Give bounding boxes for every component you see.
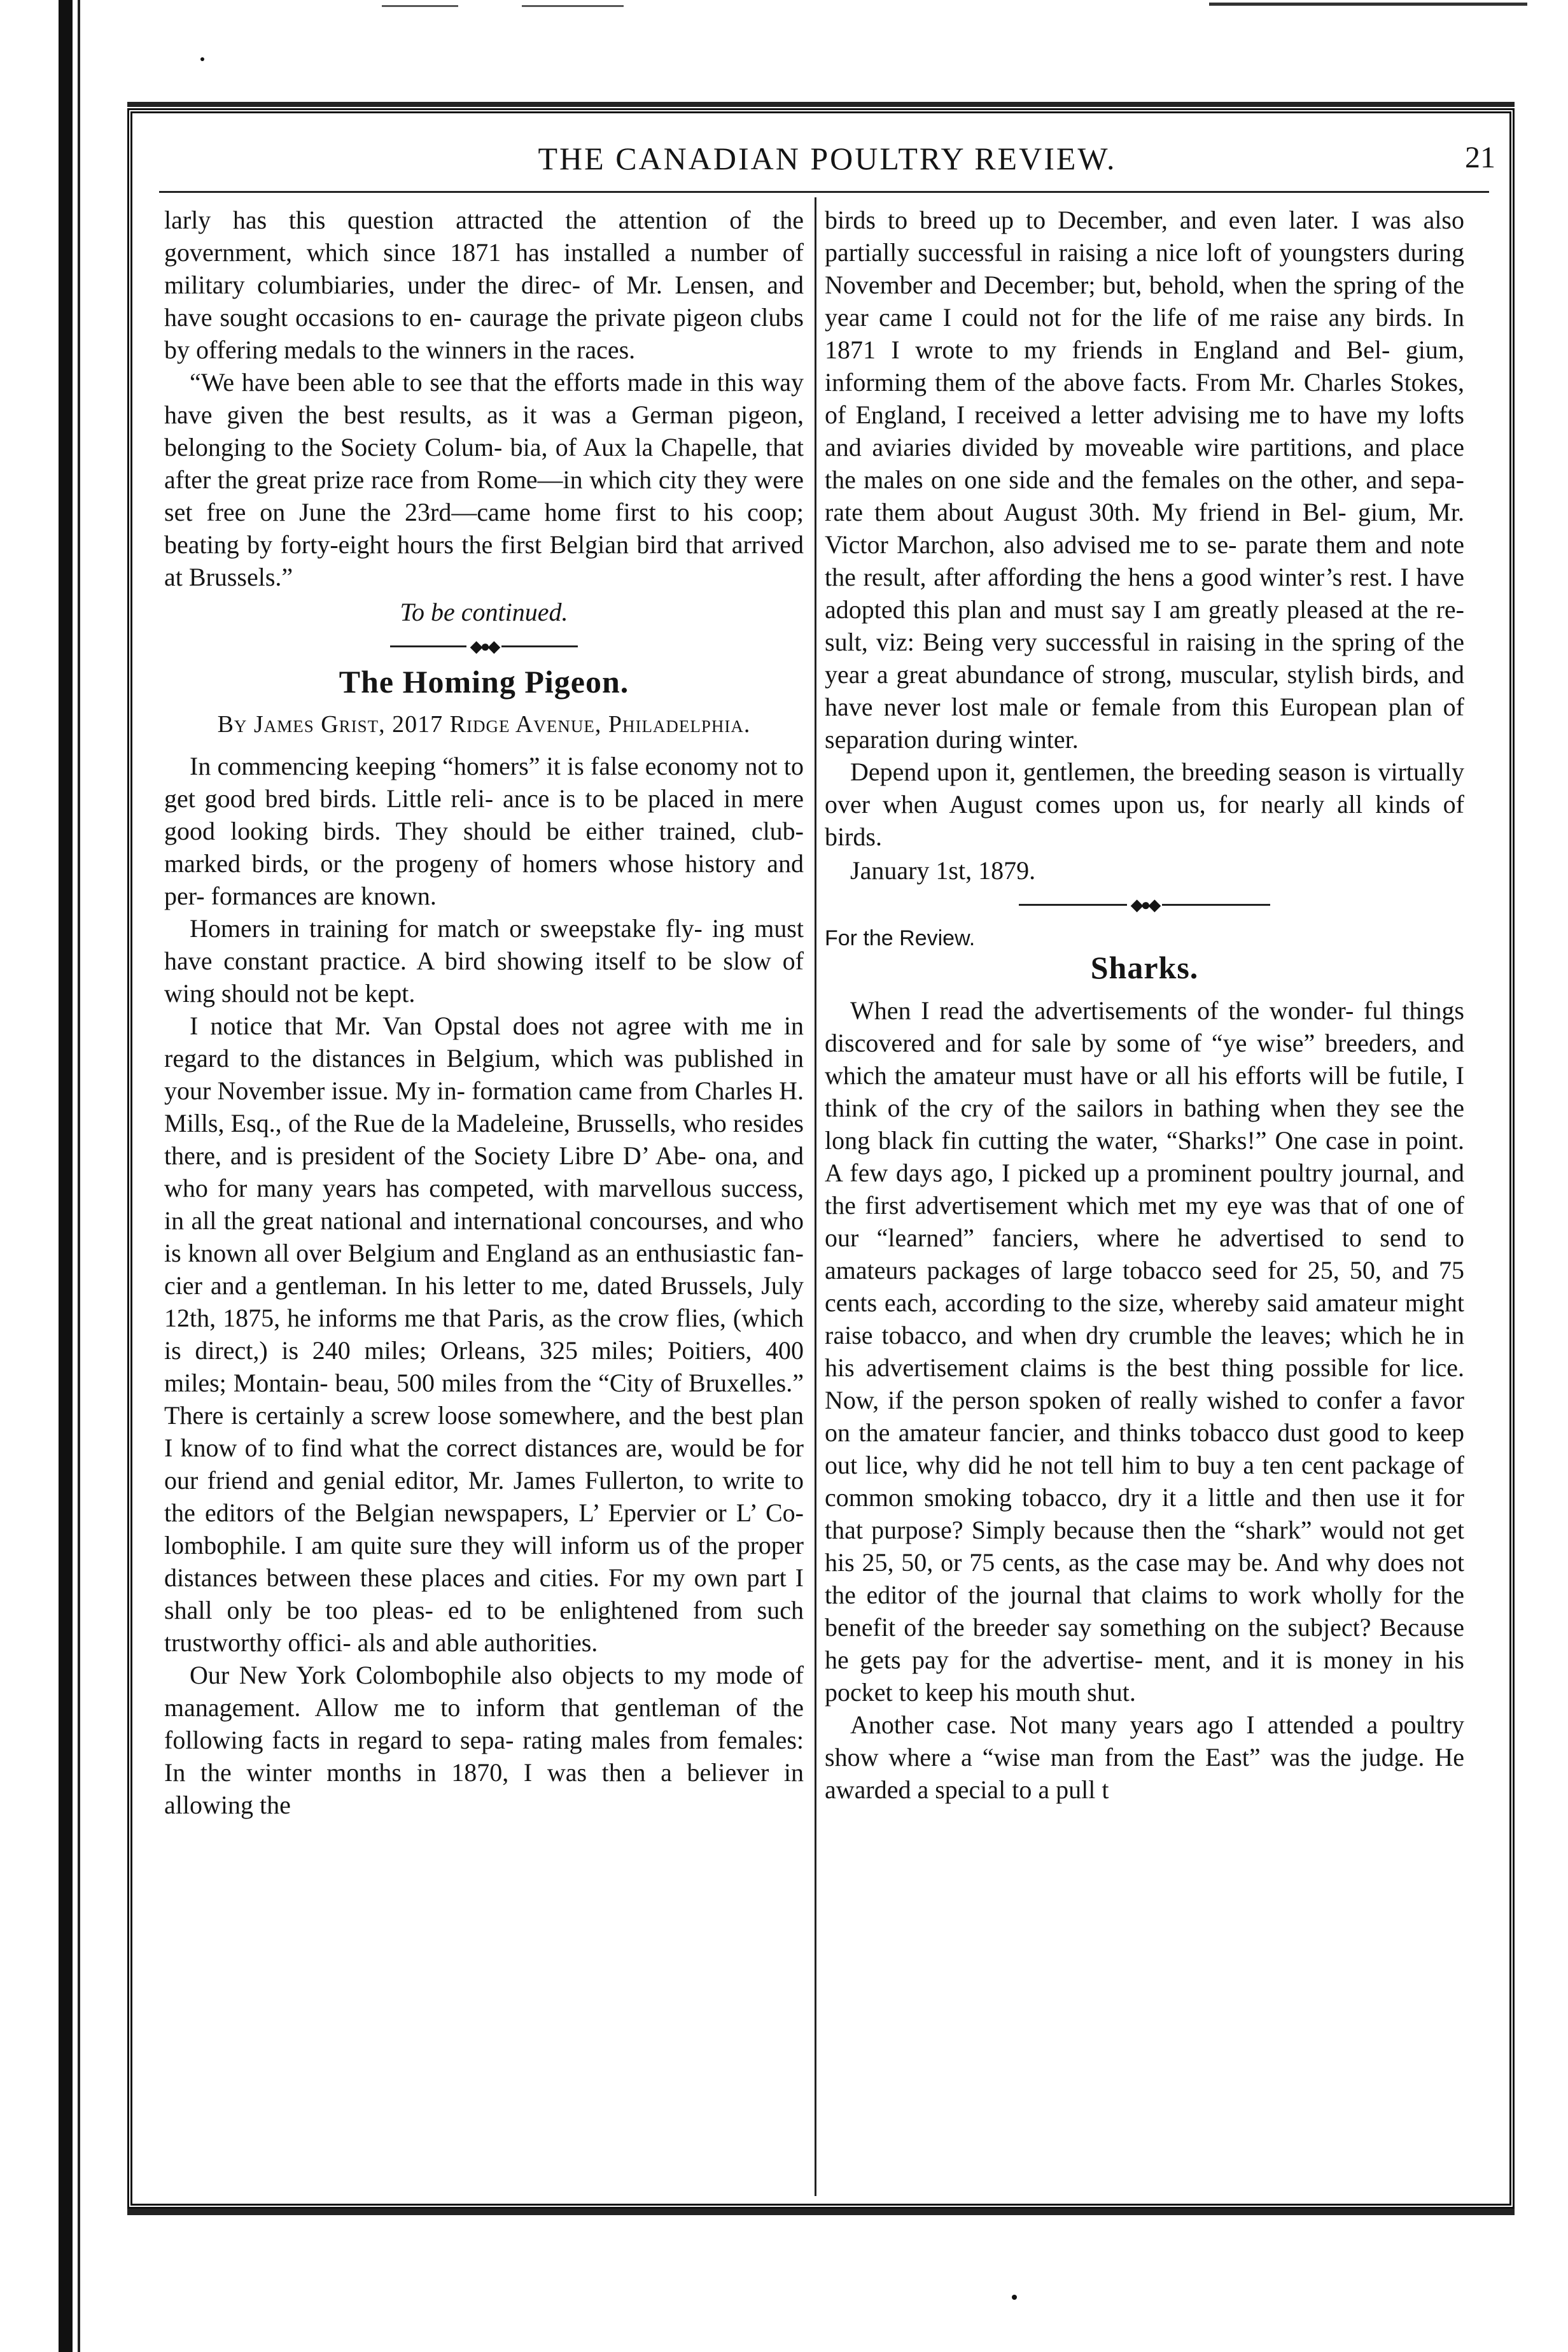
- running-title: THE CANADIAN POULTRY REVIEW.: [538, 141, 1117, 176]
- right-column: [825, 204, 1464, 1806]
- scan-speck: [200, 57, 204, 61]
- to-be-continued: To be continued.: [400, 598, 568, 626]
- column-divider: [815, 197, 816, 2196]
- scan-artifact: [1209, 3, 1527, 6]
- paragraph: “We have been able to see that the efforts made in this way have given the best results, as it was a German pigeon, belonging to the Society Colum- bia, of Aux la Chapelle, that after the great prize race from Rome—in which city they were set free on June the 23rd—came home first to his coop; beating by forty-eight hours the first Belgian bird that arrived at Brussels.”: [164, 368, 804, 591]
- section-ornament: ◆●◆: [825, 892, 1464, 917]
- page-gutter-shadow: [59, 0, 73, 2352]
- paragraph: I notice that Mr. Van Opstal does not agree with me in regard to the distances in Belgium, which was published in your November issue. My in- formation came from Charles H. Mills, Esq., of the Rue de la Madeleine, Brussells, who resides there, and is president of the Society Libre D’ Abe- ona, and who for many years has competed, with marvellous success, in all the great national and international concourses, and who is known all over Belgium and England as an enthusiastic fan- cier and a gentleman. In his letter to me, dated Brussels, July 12th, 1875, he informs me that Paris, as the crow flies, (which is direct,) is 240 miles; Orleans, 325 miles; Poitiers, 400 miles; Montain- beau, 500 miles from the “City of Bruxelles.” There is certainly a screw loose somewhere, and the best plan I know of to find what the correct distances are, would be for our friend and genial editor, Mr. James Fullerton, to write to the editors of the Belgian newspapers, L’ Epervier or L’ Co- lombophile. I am quite sure they will inform us of the proper distances between these places and cities. For my own part I shall only be too pleas- ed to be enlightened from such trustworthy offici- als and able authorities.: [164, 1011, 804, 1657]
- paragraph: Another case. Not many years ago I attended a poultry show where a “wise man from the East” was the judge. He awarded a special to a pull t: [825, 1710, 1464, 1804]
- page-gutter-line: [78, 0, 80, 2352]
- scan-speck: [1012, 2295, 1017, 2300]
- paragraph: birds to breed up to December, and even later. I was also partially successful in raising a nice loft of youngsters during November and December; but, behold, when the spring of the year came I could not for the life of me raise any birds. In 1871 I wrote to my friends in England and Bel- gium, informing them of the above facts. From Mr. Charles Stokes, of England, I received a letter advising me to have my lofts and aviaries divided by moveable wire partitions, and place the males on one side and the females on the other, and sepa- rate them about August 30th. My friend in Bel- gium, Mr. Victor Marchon, also advised me to se- parate them and note the result, after affording the hens a good winter’s rest. I have adopted this plan and must say I am greatly pleased at the re- sult, viz: Being very successful in raising in the spring of the year a great abundance of strong, muscular, stylish birds, and have never lost male or female from this European plan of separation during winter.: [825, 206, 1464, 754]
- page-header: [159, 134, 1495, 185]
- article-title: Sharks.: [1090, 950, 1199, 985]
- page-number: 21: [1465, 141, 1495, 174]
- scan-artifact: [522, 5, 624, 7]
- section-ornament: ◆●◆: [164, 633, 804, 659]
- paragraph: When I read the advertisements of the wonder- ful things discovered and for sale by some of “ye wise” breeders, and which the amateur must have or all his efforts will be futile, I think of the cry of the sailors in bathing when they see the long black fin cutting the water, “Sharks!” One case in point. A few days ago, I picked up a prominent poultry journal, and the first advertisement which met my eye was that of one of our “learned” fanciers, where he advertised to send to amateurs packages of large tobacco seed for 25, 50, and 75 cents each, according to the size, whereby said amateur might raise tobacco, and when dry crumble the leaves; which he in his advertisement claims is the best thing possible for lice. Now, if the person spoken of really wished to confer a favor on the amateur fancier, and thinks tobacco dust good to keep out lice, why did he not tell him to buy a ten cent package of common smoking tobacco, dry it a little and then use it for that purpose? Simply because then the “shark” would not get his 25, 50, or 75 cents, as the case may be. And why does not the editor of the journal that claims to work wholly for the benefit of the breeder say something on the subject? Because he gets pay for the advertise- ment, and it is money in his pocket to keep his mouth shut.: [825, 996, 1464, 1707]
- paragraph: Our New York Colombophile also objects to my mode of management. Allow me to inform that gentleman of the following facts in regard to sepa- rating males from females: In the winter months in 1870, I was then a believer in allowing the: [164, 1661, 804, 1819]
- article-byline: By James Grist, 2017 Ridge Avenue, Philadelphia.: [217, 711, 751, 738]
- scan-artifact: [382, 5, 458, 7]
- left-column: [164, 204, 804, 1821]
- paragraph: larly has this question attracted the attention of the government, which since 1871 has installed a number of military columbiaries, under the direc- of Mr. Lensen, and have sought occasions to en- caurage the private pigeon clubs by offering medals to the winners in the races.: [164, 206, 804, 364]
- paragraph: In commencing keeping “homers” it is false economy not to get good bred birds. Little reli- ance is to be placed in mere good looking birds. They should be either trained, club-marked birds, or the progeny of homers whose history and per- formances are known.: [164, 752, 804, 910]
- article-title: The Homing Pigeon.: [339, 664, 629, 700]
- frame-bottom-rule: [127, 2209, 1515, 2215]
- frame-top-rule: [127, 102, 1515, 107]
- source-note: For the Review.: [825, 926, 976, 950]
- paragraph: Depend upon it, gentlemen, the breeding season is virtually over when August comes upon us, for nearly all kinds of birds.: [825, 757, 1464, 851]
- dateline: January 1st, 1879.: [850, 856, 1036, 885]
- header-rule: [159, 191, 1489, 193]
- paragraph: Homers in training for match or sweepstake fly- ing must have constant practice. A bird showing itself to be slow of wing should not be kept.: [164, 914, 804, 1008]
